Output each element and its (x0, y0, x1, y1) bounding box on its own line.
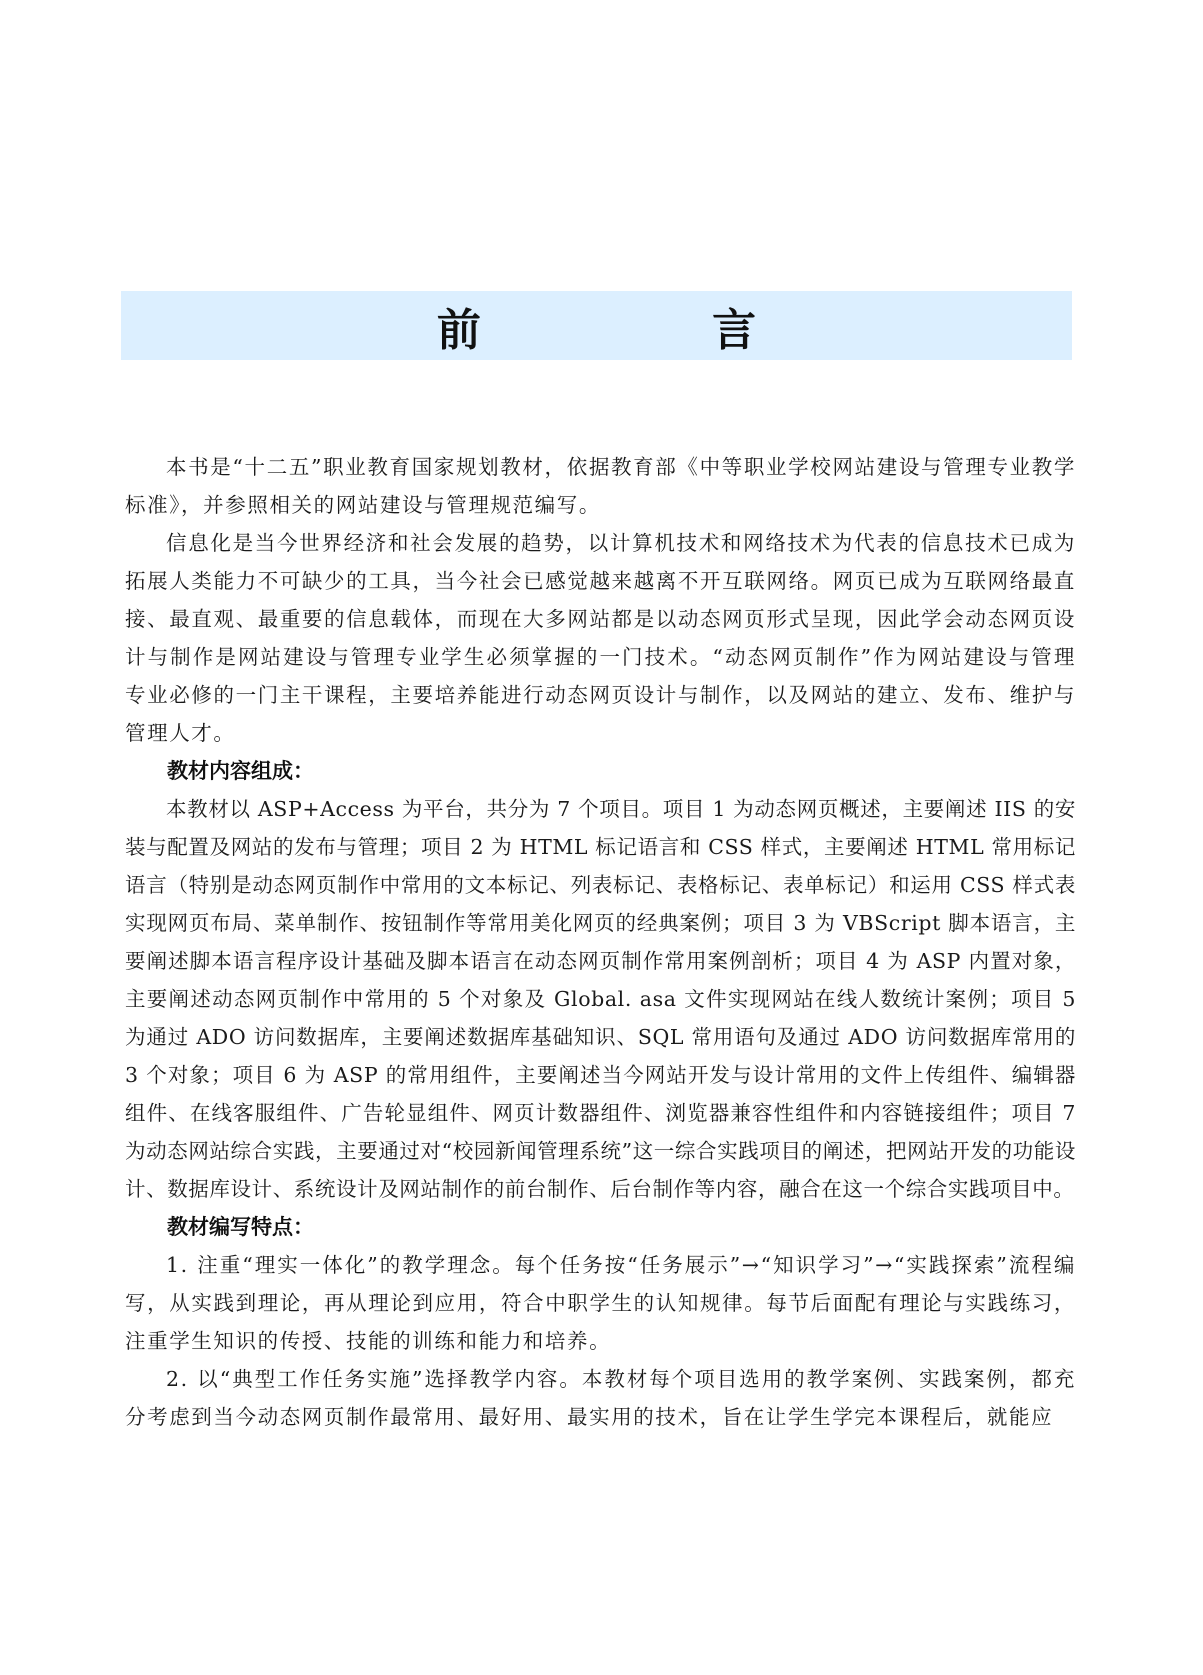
paragraph-content-overview: 本教材以 ASP+Access 为平台，共分为 7 个项目。项目 1 为动态网页概述，主要阐述 IIS 的安装与配置及网站的发布与管理；项目 2 为 HTML 标记语言和 CSS 样式，主要阐述 HTML 常用标记语言（特别是动态网页制作中常用的文本标记、列表标记、表格标记、表单标记）和运用 CSS 样式表实现网页布局、菜单制作、按钮制作等常用美化网页的经典案例；项目 3 为 VBScript 脚本语言，主要阐述脚本语言程序设计基础及脚本语言在动态网页制作常用案例剖析；项目 4 为 ASP 内置对象，主要阐述动态网页制作中常用的 5 个对象及 Global. asa 文件实现网站在线人数统计案例；项目 5 为通过 ADO 访问数据库，主要阐述数据库基础知识、SQL 常用语句及通过 ADO 访问数据库常用的 3 个对象；项目 6 为 ASP 的常用组件，主要阐述当今网站开发与设计常用的文件上传组件、编辑器组件、在线客服组件、广告轮显组件、网页计数器组件、浏览器兼容性组件和内容链接组件；项目 7 为动态网站综合实践，主要通过对“校园新闻管理系统”这一综合实践项目的阐述，把网站开发的功能设计、数据库设计、系统设计及网站制作的前台制作、后台制作等内容，融合在这一个综合实践项目中。 (125, 797, 1076, 1201)
section-heading-features: 教材编写特点： (167, 1215, 314, 1239)
section-heading-content: 教材内容组成： (167, 759, 314, 783)
paragraph-feature-2: 2. 以“典型工作任务实施”选择教学内容。本教材每个项目选用的教学案例、实践案例，都充分考虑到当今动态网页制作最常用、最好用、最实用的技术，旨在让学生学完本课程后，就能应 (125, 1367, 1076, 1429)
page-title: 前 言 (436, 304, 865, 356)
paragraph-feature-1: 1. 注重“理实一体化”的教学理念。每个任务按“任务展示”→“知识学习”→“实践探索”流程编写，从实践到理论，再从理论到应用，符合中职学生的认知规律。每节后面配有理论与实践练习，注重学生知识的传授、技能的训练和能力和培养。 (125, 1253, 1076, 1353)
preface-title-banner (121, 291, 1072, 360)
preface-body (125, 448, 1076, 1436)
paragraph-background: 信息化是当今世界经济和社会发展的趋势，以计算机技术和网络技术为代表的信息技术已成为拓展人类能力不可缺少的工具，当今社会已感觉越来越离不开互联网络。网页已成为互联网络最直接、最直观、最重要的信息载体，而现在大多网站都是以动态网页形式呈现，因此学会动态网页设计与制作是网站建设与管理专业学生必须掌握的一门技术。“动态网页制作”作为网站建设与管理专业必修的一门主干课程，主要培养能进行动态网页设计与制作，以及网站的建立、发布、维护与管理人才。 (125, 531, 1076, 745)
paragraph-intro: 本书是“十二五”职业教育国家规划教材，依据教育部《中等职业学校网站建设与管理专业教学标准》，并参照相关的网站建设与管理规范编写。 (125, 455, 1076, 517)
